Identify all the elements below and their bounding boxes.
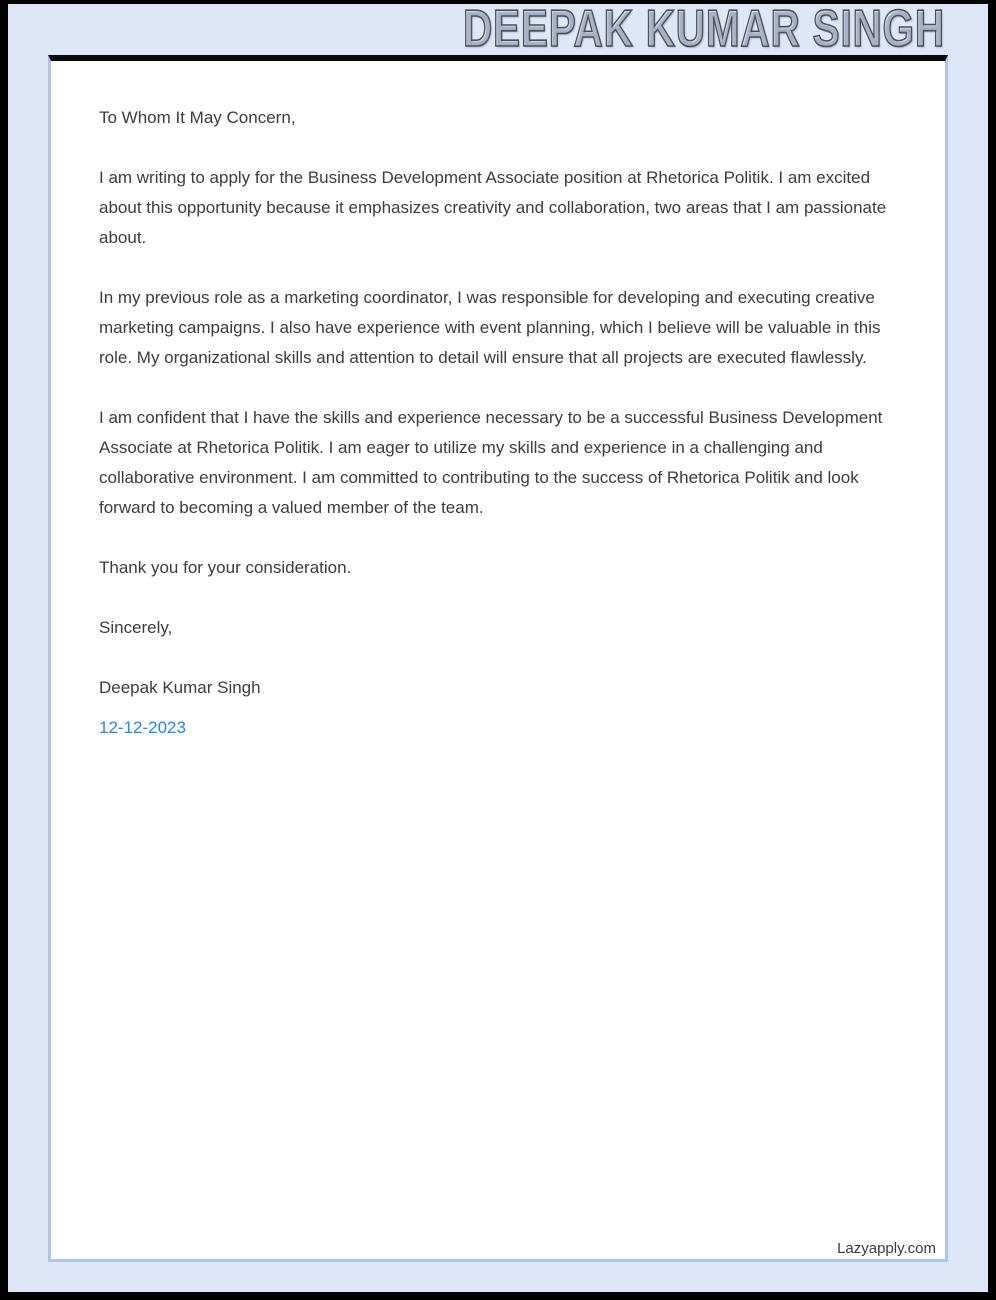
date-link[interactable]: 12-12-2023 [99,718,186,737]
letter-body [51,61,945,743]
page-background [8,4,988,1292]
date-line [99,713,897,743]
paragraph-intro: I am writing to apply for the Business Development Associate position at Rhetorica Politik. I am excited about this opportunity because it emphasizes creativity and collaboration, two areas that I am passionate about. [99,168,887,247]
letter-page [48,55,948,1262]
salutation: To Whom It May Concern, [99,108,296,127]
signoff-line: Sincerely, [99,618,173,637]
thanks-line: Thank you for your consideration. [99,558,352,577]
applicant-name-title: DEEPAK KUMAR SINGH [462,4,945,55]
brand-watermark: Lazyapply.com [837,1240,936,1257]
paragraph-experience: In my previous role as a marketing coordinator, I was responsible for developing and executing creative marketing campaigns. I also have experience with event planning, which I believe will be valuable in this role. My organizational skills and attention to detail will ensure that all projects are executed flawlessly. [99,288,881,367]
signature-name: Deepak Kumar Singh [99,678,261,697]
letter-header [8,4,988,55]
paragraph-confidence: I am confident that I have the skills and experience necessary to be a successful Business Development Associate at Rhetorica Politik. I am eager to utilize my skills and experience in a challenging and collaborative environment. I am committed to contributing to the success of Rhetorica Politik and look forward to becoming a valued member of the team. [99,408,883,517]
